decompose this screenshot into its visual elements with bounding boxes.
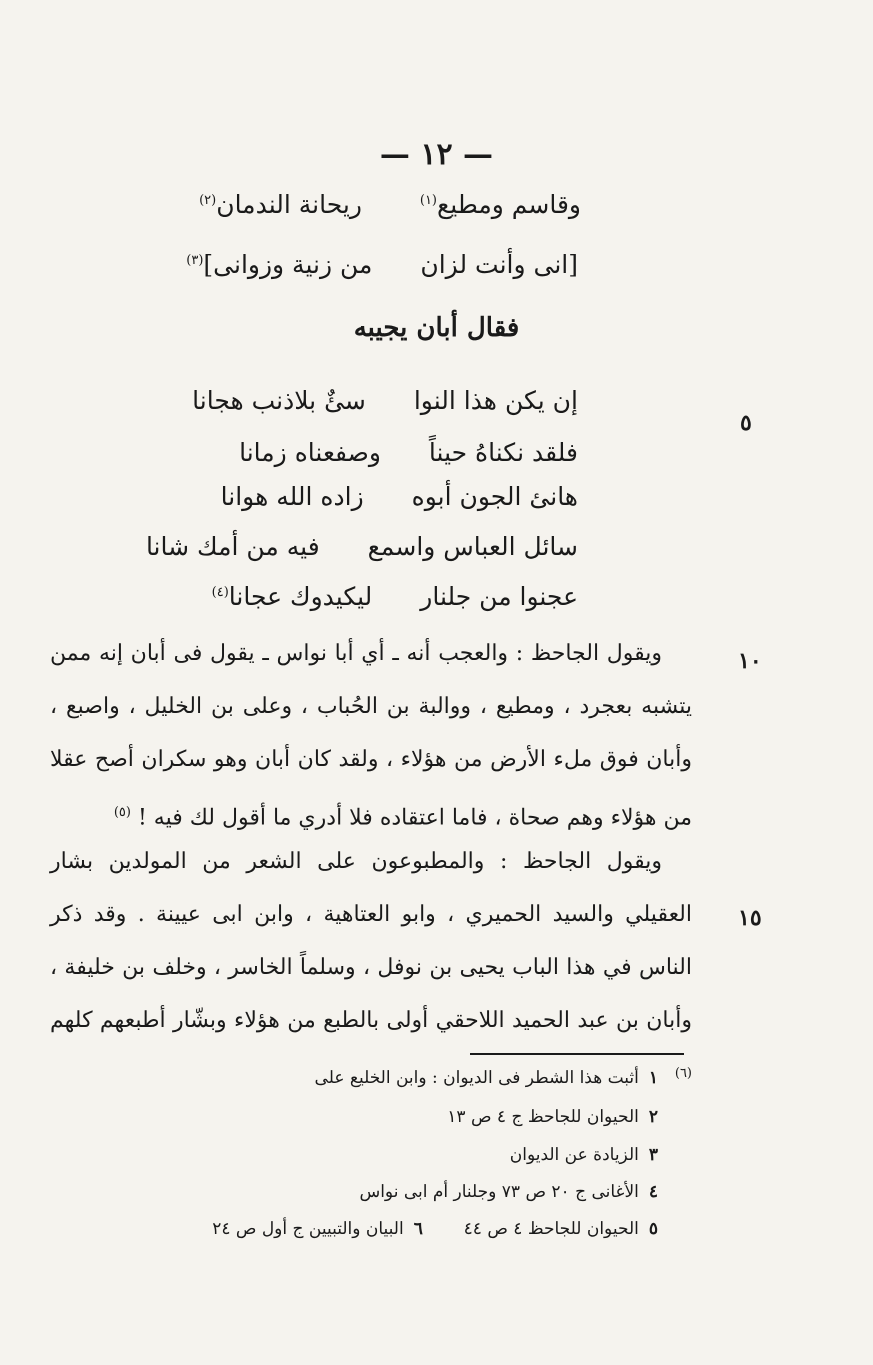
poem-line: [239, 438, 578, 467]
footnote-ref: (٦): [674, 1066, 692, 1081]
footnote-ref: (٥): [113, 805, 131, 820]
footnote-number: ٥: [648, 1219, 658, 1239]
footnote-text: الحيوان للجاحظ ٤ ص ٤٤: [463, 1219, 639, 1239]
footnote-3: [510, 1145, 658, 1165]
footnote-text: الأغانى ج ٢٠ ص ٧٣ وجلنار أم ابى نواس: [359, 1182, 639, 1202]
footnote-number: ٢: [648, 1107, 658, 1127]
verse-hemistich: عجنوا من جلنار: [420, 582, 578, 611]
page-number: — ١٢ —: [379, 137, 494, 172]
paragraph-text: ويقول الجاحظ : والعجب أنه ـ أي أبا نواس ـ يقول فى أبان إنه ممن يتشبه بعجرد ، ومطيع ، ووالبة بن الحُباب ، وعلى بن الخليل ، واصبع ، وأبان فوق ملء الأرض من هؤلاء ، ولقد كان أبان وهو سكران أصح عقلا من هؤلاء وهم صحاة ، فاما اعتقاده فلا أدري ما أقول لك فيه !: [50, 641, 692, 831]
footnote-5-6: [212, 1219, 658, 1239]
paragraph-text: ويقول الجاحظ : والمطبوعون على الشعر من المولدين بشار العقيلي والسيد الحميري ، وابو العتاهية ، وابن ابى عيينة . وقد ذكر الناس في هذا الباب يحيى بن نوفل ، وسلماً الخاسر ، وخلف بن خليفة ، وأبان بن عبد الحميد اللاحقي أولى بالطبع من هؤلاء وبشّار أطبعهم كلهم: [50, 849, 692, 1033]
footnote-ref: (١): [419, 192, 437, 208]
section-heading: فقال أبان يجيبه: [353, 313, 520, 343]
verse-hemistich: هانئ الجون أبوه: [411, 482, 578, 511]
footnote-ref: (٤): [211, 584, 229, 600]
poem-line: [221, 482, 578, 511]
line-number-15: ١٥: [738, 905, 762, 931]
verse-hemistich: فيه من أمك شانا: [145, 532, 320, 561]
verse-hemistich: ريحانة الندمان: [216, 190, 362, 219]
footnote-ref: (٢): [199, 192, 217, 208]
verse-hemistich: زاده الله هوانا: [220, 482, 364, 511]
footnote-divider: [470, 1053, 684, 1055]
footnote-4: [359, 1182, 658, 1202]
verse-line: [186, 250, 578, 279]
footnote-2: [447, 1107, 658, 1127]
footnote-number: ٤: [648, 1182, 658, 1202]
verse-line: [199, 190, 581, 219]
footnote-text: الحيوان للجاحظ ج ٤ ص ١٣: [447, 1107, 639, 1127]
verse-hemistich: [انى وأنت لزان: [420, 250, 578, 279]
line-number-10: ١٠: [738, 648, 762, 674]
footnote-ref: (٣): [186, 252, 204, 268]
footnote-text: الزيادة عن الديوان: [509, 1145, 639, 1165]
verse-hemistich: من زنية وزوانى]: [203, 250, 373, 279]
verse-hemistich: ليكيدوك عجانا: [228, 582, 373, 611]
verse-hemistich: وصفعناه زمانا: [239, 438, 381, 467]
verse-hemistich: فلقد نكناهُ حيناً: [428, 438, 578, 467]
poem-line: [146, 532, 578, 561]
footnote-number: ٦: [413, 1219, 423, 1239]
footnote-text: أثبت هذا الشطر فى الديوان : وابن الخليع على: [314, 1068, 639, 1088]
poem-line: [212, 582, 578, 611]
poem-line: [192, 386, 578, 415]
footnote-text: البيان والتبيين ج أول ص ٢٤: [212, 1219, 404, 1239]
paragraph-jahiz-2: [50, 835, 692, 1105]
verse-hemistich: وقاسم ومطيع: [437, 190, 581, 219]
footnote-1: [315, 1068, 658, 1088]
footnote-number: ٣: [648, 1145, 658, 1165]
line-number-5: ٥: [740, 410, 752, 436]
verse-hemistich: إن يكن هذا النوا: [413, 386, 578, 415]
verse-hemistich: سئٌ بلاذنب هجانا: [192, 386, 366, 415]
verse-hemistich: سائل العباس واسمع: [367, 532, 578, 561]
footnote-number: ١: [648, 1068, 658, 1088]
paragraph-jahiz-1: [50, 627, 692, 844]
